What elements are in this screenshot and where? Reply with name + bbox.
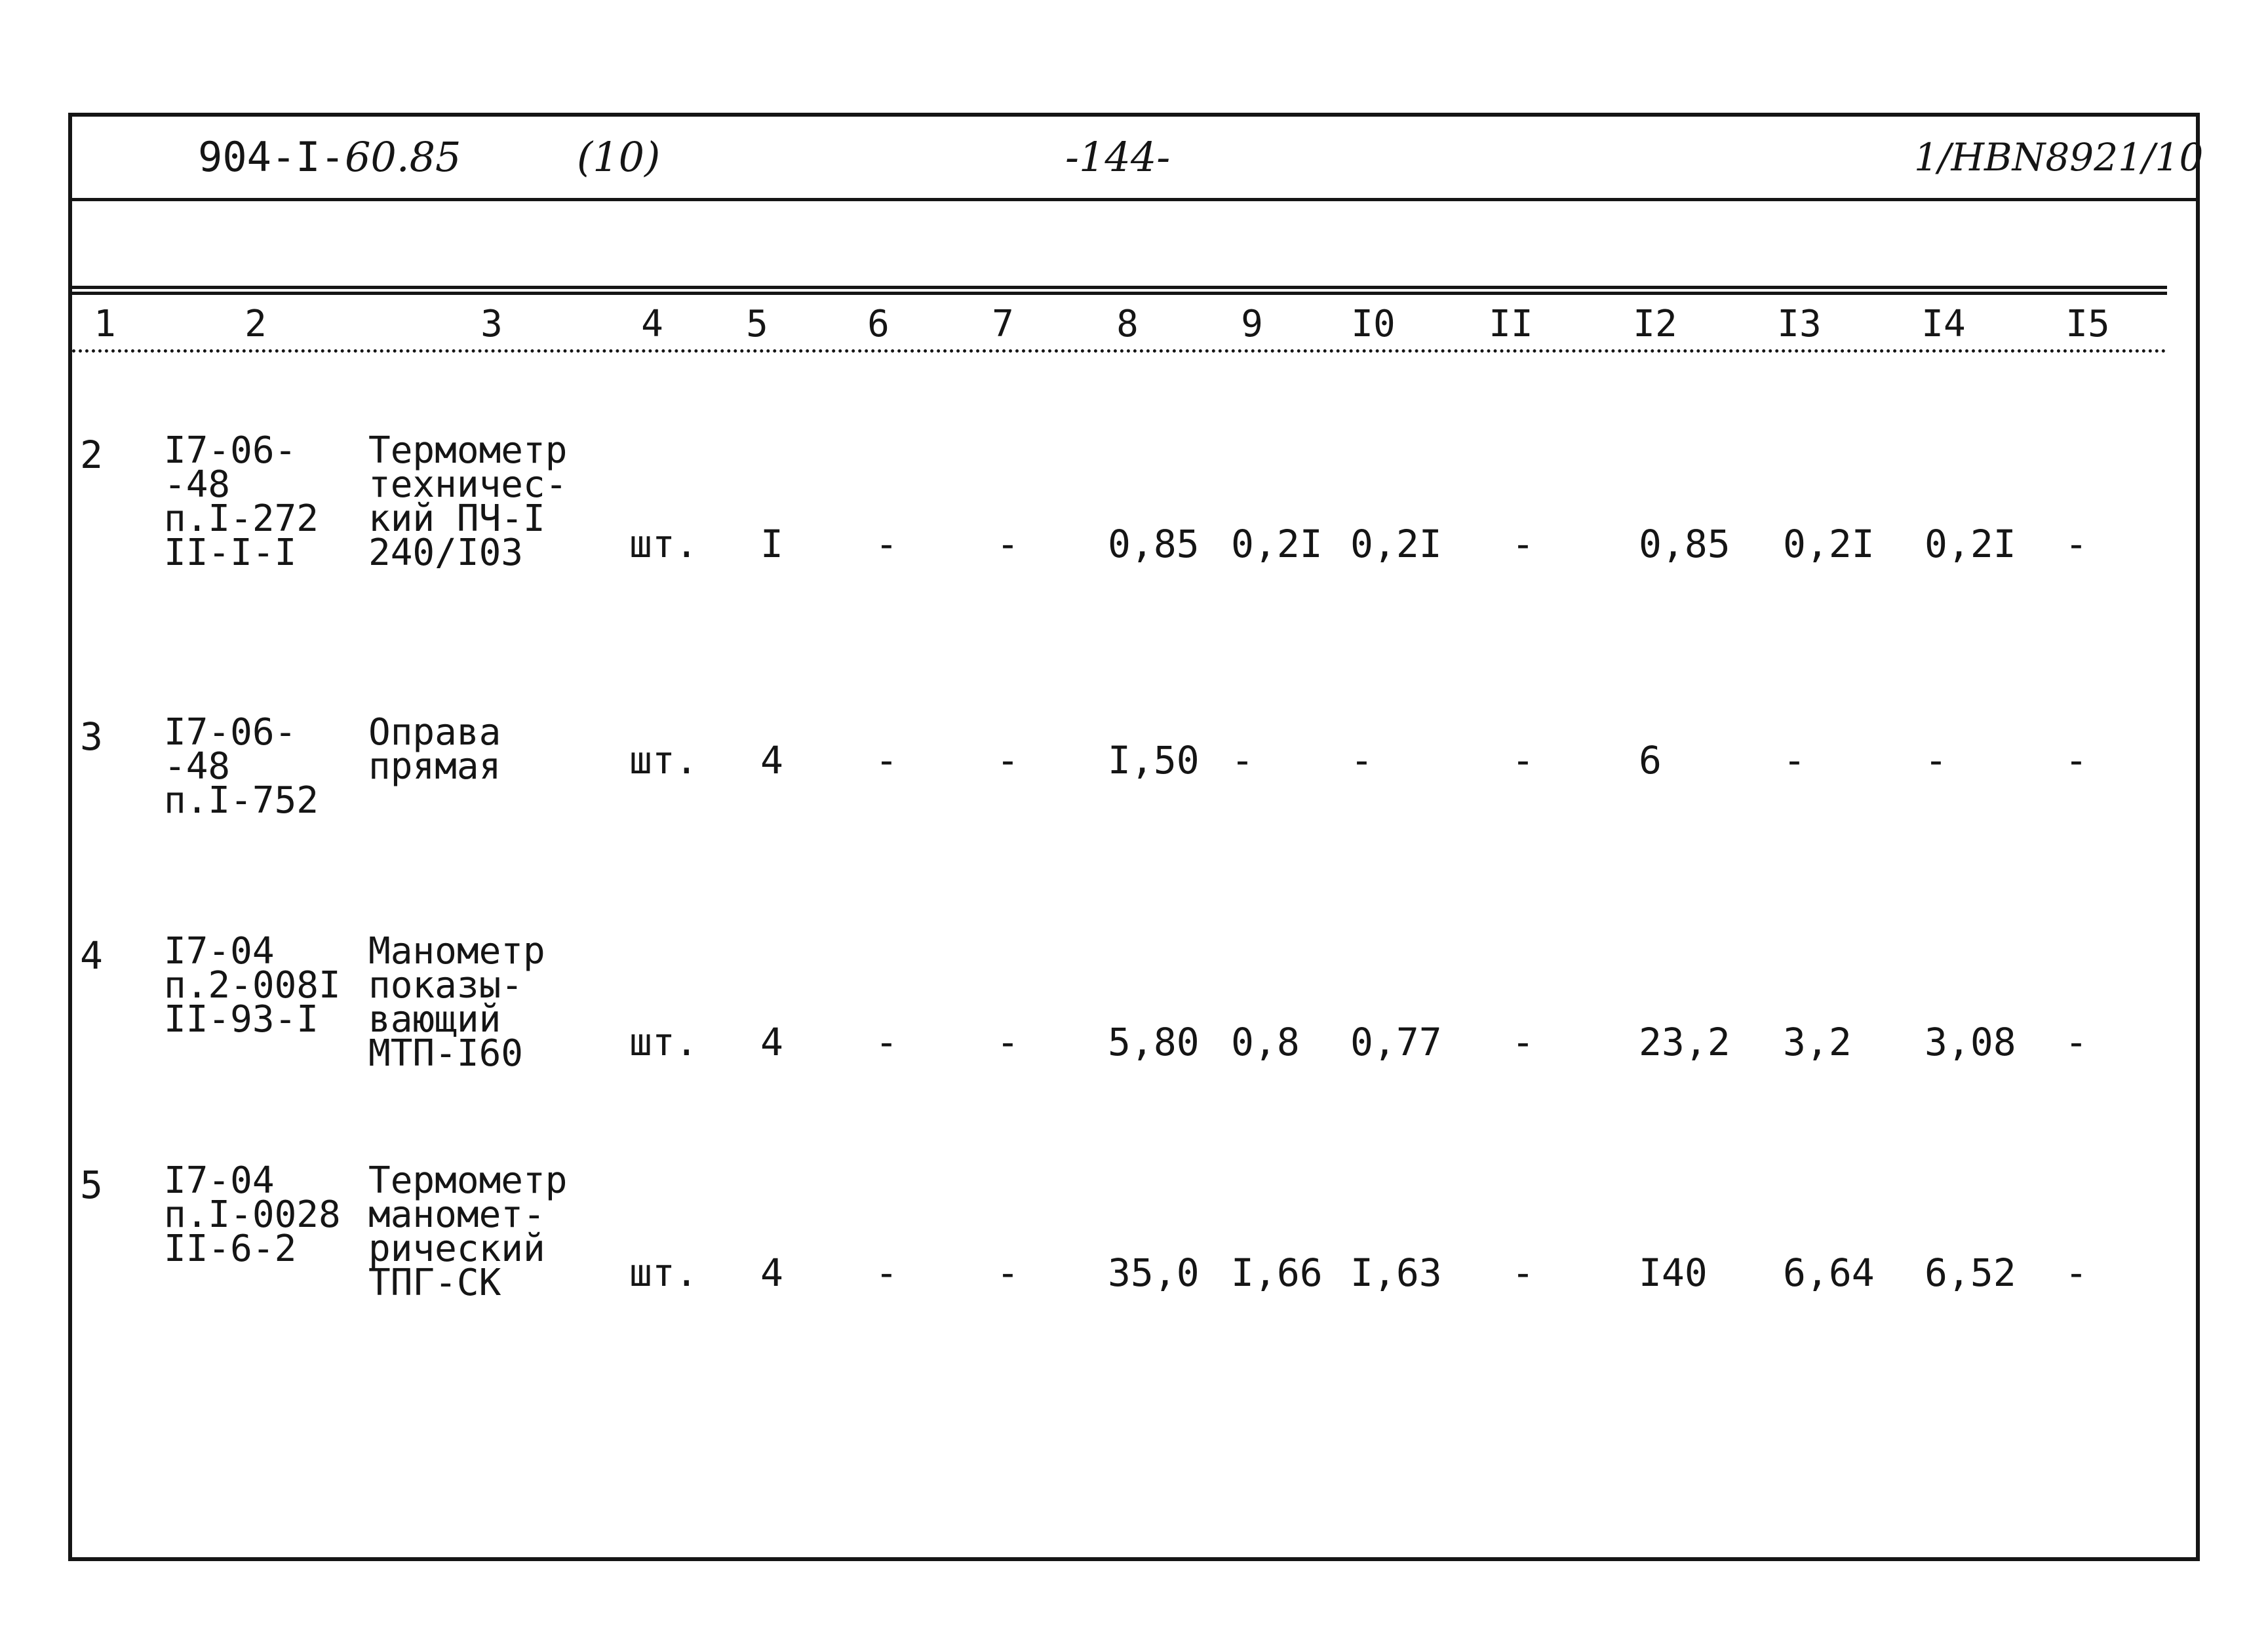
item-name-line: прямая <box>368 745 501 788</box>
norm-code <box>164 711 319 822</box>
norm-code-line: -48 <box>164 463 231 506</box>
value-cell: 35,0 <box>1108 1250 1200 1295</box>
doc-code-prefix: 904-I- <box>198 133 345 181</box>
item-name-line: Манометр <box>368 930 545 973</box>
norm-code <box>164 930 341 1041</box>
item-name-line: ТПГ-СК <box>368 1262 501 1304</box>
norm-code <box>164 1159 341 1270</box>
norm-code-line: I7-06- <box>164 711 297 754</box>
value-cell: - <box>996 1020 1019 1064</box>
item-name <box>368 1159 568 1304</box>
value-cell: 6,52 <box>1925 1250 2016 1295</box>
value-cell: - <box>875 1020 898 1064</box>
value-cell: 3,2 <box>1783 1020 1852 1064</box>
table-header-rule <box>72 346 2167 353</box>
row-number: 3 <box>80 714 103 759</box>
value-cell: - <box>1512 1020 1535 1064</box>
value-cell: - <box>996 738 1019 783</box>
col-header: I2 <box>1633 303 1677 345</box>
unit-cell: шт. <box>629 738 698 783</box>
row-number: 4 <box>80 933 103 978</box>
item-name-line: Термометр <box>368 429 568 472</box>
title-block <box>72 117 2204 201</box>
value-cell: 0,2I <box>1925 522 2016 566</box>
col-header: 7 <box>992 303 1014 345</box>
col-header: 9 <box>1241 303 1263 345</box>
value-cell: - <box>1512 1250 1535 1295</box>
norm-code-line: п.I-0028 <box>164 1193 341 1236</box>
col-header: 4 <box>641 303 663 345</box>
value-cell: - <box>875 1250 898 1295</box>
norm-code-line: II-93-I <box>164 998 319 1041</box>
item-name-line: Оправа <box>368 711 501 754</box>
unit-cell: шт. <box>629 1250 698 1295</box>
value-cell: 0,85 <box>1108 522 1200 566</box>
table-top-rule <box>72 286 2167 295</box>
value-cell: - <box>2065 1250 2088 1295</box>
col-header: 8 <box>1116 303 1139 345</box>
value-cell: I,50 <box>1108 738 1200 783</box>
col-header: I5 <box>2065 303 2110 345</box>
value-cell: - <box>1512 522 1535 566</box>
value-cell: 0,8 <box>1231 1020 1300 1064</box>
value-cell: - <box>1512 738 1535 783</box>
col-header: 3 <box>480 303 503 345</box>
value-cell: - <box>1231 738 1254 783</box>
value-cell: 4 <box>760 1020 783 1064</box>
item-name-line: вающий <box>368 998 501 1041</box>
row-number: 2 <box>80 433 103 477</box>
norm-code-line: I7-06- <box>164 429 297 472</box>
norm-code <box>164 429 319 574</box>
inventory-number: 1/НВN8921/10 <box>1914 135 2204 180</box>
col-header: 1 <box>94 303 116 345</box>
value-cell: - <box>875 738 898 783</box>
norm-code-line: п.2-008I <box>164 964 341 1007</box>
value-cell: 5,80 <box>1108 1020 1200 1064</box>
norm-code-line: II-6-2 <box>164 1228 297 1270</box>
norm-code-line: -48 <box>164 745 231 788</box>
value-cell: - <box>2065 738 2088 783</box>
value-cell: - <box>996 522 1019 566</box>
doc-code <box>198 131 461 184</box>
norm-code-line: п.I-272 <box>164 497 319 540</box>
value-cell: - <box>1350 738 1373 783</box>
item-name <box>368 711 501 788</box>
value-cell: 4 <box>760 1250 783 1295</box>
value-cell: 0,2I <box>1231 522 1323 566</box>
value-cell: - <box>1783 738 1806 783</box>
col-header: I0 <box>1351 303 1396 345</box>
unit-cell: шт. <box>629 522 698 566</box>
value-cell: - <box>2065 1020 2088 1064</box>
item-name-line: показы- <box>368 964 524 1007</box>
value-cell: - <box>1925 738 1947 783</box>
value-cell: I,66 <box>1231 1250 1323 1295</box>
value-cell: - <box>2065 522 2088 566</box>
value-cell: - <box>996 1250 1019 1295</box>
value-cell: 0,77 <box>1350 1020 1442 1064</box>
item-name-line: Термометр <box>368 1159 568 1202</box>
value-cell: 0,85 <box>1639 522 1730 566</box>
unit-cell: шт. <box>629 1020 698 1064</box>
page-frame <box>68 113 2204 1561</box>
col-header: I3 <box>1777 303 1822 345</box>
norm-code-line: п.I-752 <box>164 779 319 822</box>
item-name-line: 240/I03 <box>368 532 524 574</box>
norm-code-line: I7-04 <box>164 930 275 973</box>
value-cell: 6 <box>1639 738 1662 783</box>
col-header: 6 <box>867 303 890 345</box>
item-name-line: МТП-I60 <box>368 1032 524 1075</box>
col-header: I4 <box>1921 303 1966 345</box>
value-cell: I40 <box>1639 1250 1708 1295</box>
page-number: -144- <box>1065 133 1171 181</box>
item-name <box>368 429 568 574</box>
item-name-line: техничес- <box>368 463 568 506</box>
col-header: II <box>1489 303 1533 345</box>
sheet-ref: (10) <box>577 133 661 181</box>
value-cell: 4 <box>760 738 783 783</box>
item-name-line: кий ПЧ-I <box>368 497 545 540</box>
value-cell: 3,08 <box>1925 1020 2016 1064</box>
norm-code-line: I7-04 <box>164 1159 275 1202</box>
value-cell: I <box>760 522 783 566</box>
doc-code-handwritten: 60.85 <box>344 133 461 181</box>
row-number: 5 <box>80 1163 103 1207</box>
value-cell: 6,64 <box>1783 1250 1875 1295</box>
col-header: 5 <box>746 303 768 345</box>
norm-code-line: II-I-I <box>164 532 297 574</box>
value-cell: 0,2I <box>1783 522 1875 566</box>
col-header: 2 <box>244 303 267 345</box>
item-name-line: маномет- <box>368 1193 545 1236</box>
value-cell: - <box>875 522 898 566</box>
item-name <box>368 930 545 1075</box>
item-name-line: рический <box>368 1228 545 1270</box>
value-cell: I,63 <box>1350 1250 1442 1295</box>
value-cell: 0,2I <box>1350 522 1442 566</box>
value-cell: 23,2 <box>1639 1020 1730 1064</box>
